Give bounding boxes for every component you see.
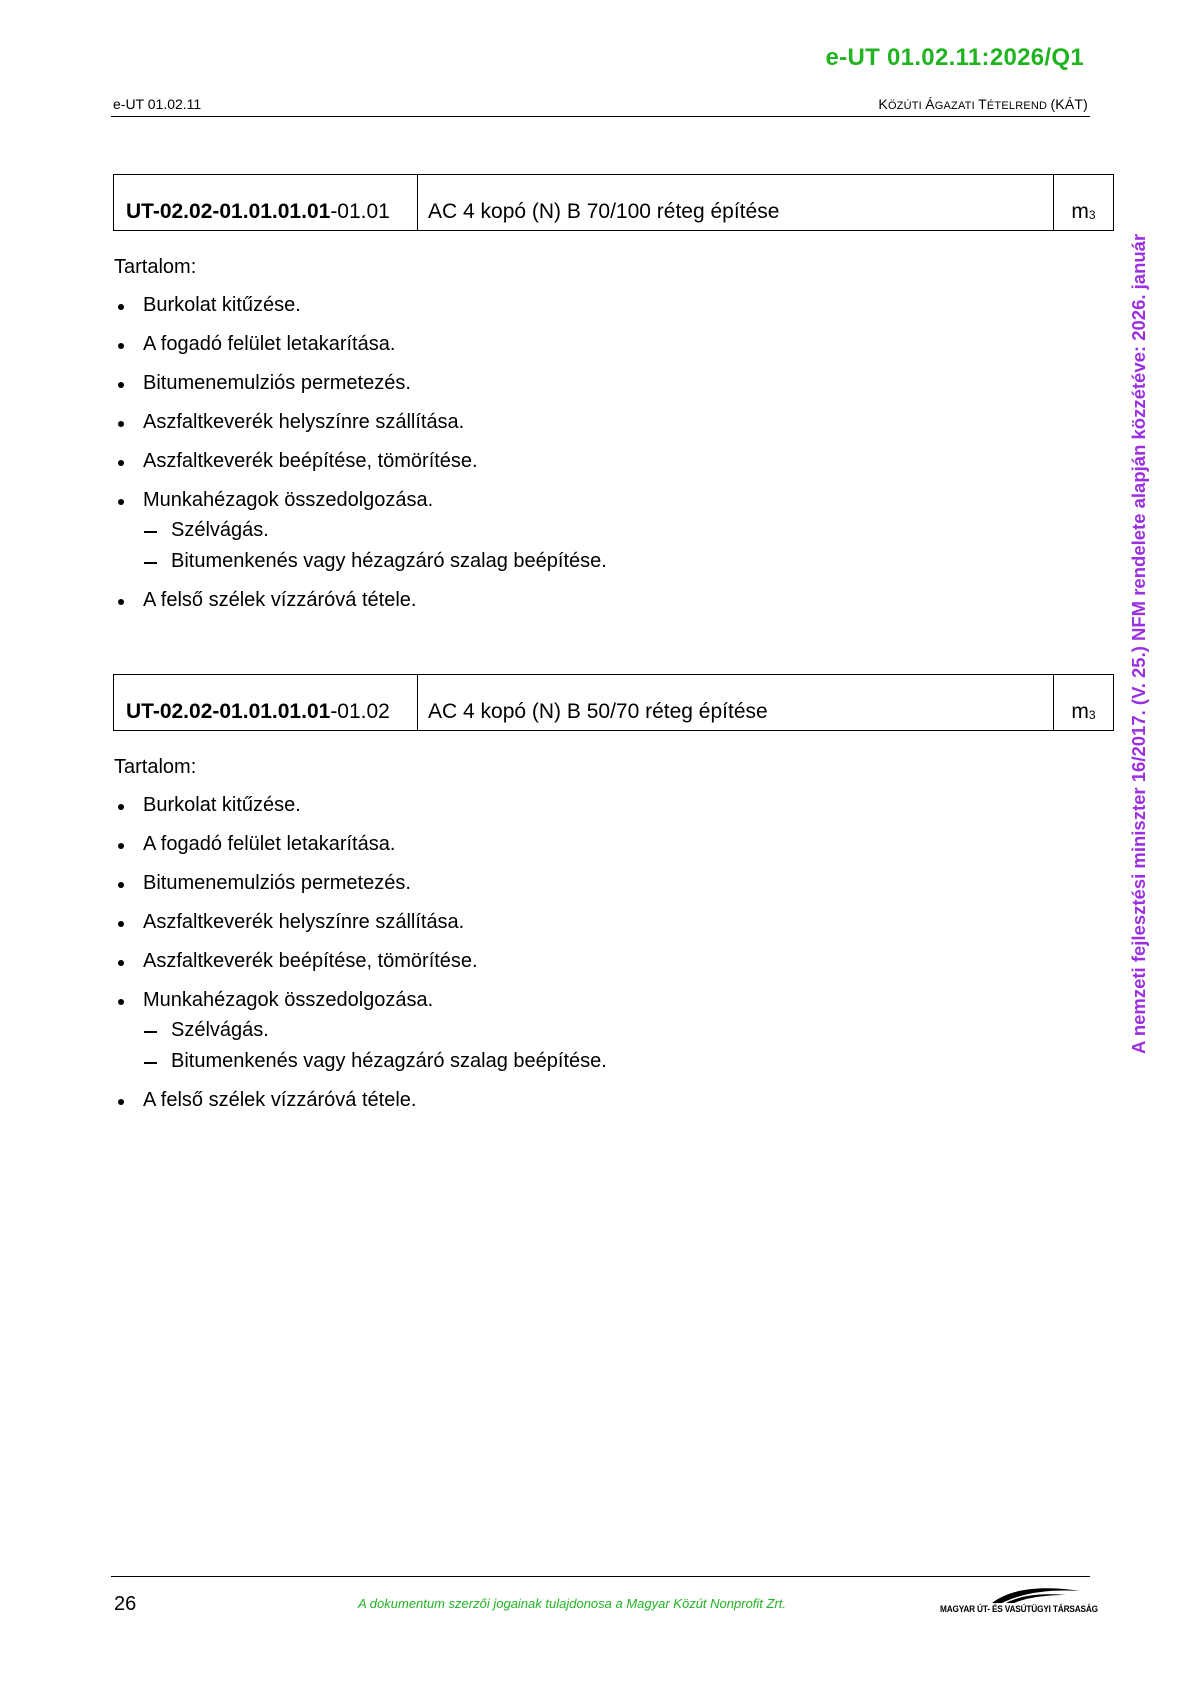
item-unit (1054, 175, 1113, 230)
list-item: A fogadó felület letakarítása. (114, 333, 1014, 356)
header-title-part: ÉTELREND (986, 100, 1051, 112)
publisher-logo (940, 1583, 1098, 1623)
item-code (114, 675, 418, 730)
contents-title: Tartalom: (114, 756, 197, 778)
list-item: A felső szélek vízzáróvá tétele. (114, 1089, 1014, 1112)
side-publication-note: A nemzeti fejlesztési miniszter 16/2017. (V. 25.) NFM rendelete alapján közzétéve: 2026. január (1128, 233, 1149, 1054)
list-item: Aszfaltkeverék helyszínre szállítása. (114, 911, 1014, 934)
item-code-suffix: -01.02 (330, 700, 390, 723)
running-header (111, 96, 1090, 117)
item-table (113, 674, 1114, 731)
list-item: Aszfaltkeverék beépítése, tömörítése. (114, 950, 1014, 973)
copyright-notice: A dokumentum szerzői jogainak tulajdonosa a Magyar Közút Nonprofit Zrt. (358, 1596, 787, 1611)
document-code: e-UT 01.02.11:2026/Q1 (825, 44, 1084, 71)
footer-divider (111, 1576, 1090, 1577)
header-title-part: ÖZÚTI (887, 100, 926, 112)
item-unit (1054, 675, 1113, 730)
sub-list-item: Bitumenkenés vagy hézagzáró szalag beépítése. (143, 550, 1014, 573)
list-item: A fogadó felület letakarítása. (114, 833, 1014, 856)
item-code (114, 175, 418, 230)
logo-swoosh-icon (940, 1583, 1090, 1605)
unit-exponent: 3 (1088, 208, 1096, 222)
header-title-part: T (978, 96, 987, 112)
item-contents (114, 756, 1014, 1128)
list-item-text: Munkahézagok összedolgozása. (143, 989, 434, 1011)
list-item (114, 989, 1014, 1073)
logo-text: MAGYAR ÚT- ÉS VASÚTÜGYI TÁRSASÁG (940, 1604, 1098, 1614)
unit-exponent: 3 (1088, 708, 1096, 722)
header-right-title (878, 96, 1088, 112)
item-code-main: UT-02.02-01.01.01.01 (126, 700, 331, 723)
sub-list (143, 1019, 1014, 1073)
list-item: Aszfaltkeverék beépítése, tömörítése. (114, 450, 1014, 473)
item-name: AC 4 kopó (N) B 50/70 réteg építése (418, 675, 1054, 730)
sub-list (143, 519, 1014, 573)
header-title-part: K (878, 96, 888, 112)
sub-list-item: Szélvágás. (143, 1019, 1014, 1042)
contents-title: Tartalom: (114, 256, 197, 278)
list-item: Burkolat kitűzése. (114, 294, 1014, 317)
header-title-part: (KÁT) (1050, 96, 1088, 112)
item-name: AC 4 kopó (N) B 70/100 réteg építése (418, 175, 1054, 230)
unit-label: m (1071, 700, 1089, 723)
page-number: 26 (114, 1593, 137, 1615)
item-contents (114, 256, 1014, 628)
header-left-code: e-UT 01.02.11 (113, 96, 202, 112)
sub-list-item: Bitumenkenés vagy hézagzáró szalag beépítése. (143, 1050, 1014, 1073)
unit-label: m (1071, 200, 1089, 223)
item-code-suffix: -01.01 (330, 200, 390, 223)
list-item: A felső szélek vízzáróvá tétele. (114, 589, 1014, 612)
list-item: Bitumenemulziós permetezés. (114, 372, 1014, 395)
header-title-part: GAZATI (934, 100, 979, 112)
sub-list-item: Szélvágás. (143, 519, 1014, 542)
contents-list (114, 294, 1014, 612)
list-item-text: Munkahézagok összedolgozása. (143, 489, 434, 511)
item-table (113, 174, 1114, 231)
list-item: Burkolat kitűzése. (114, 794, 1014, 817)
item-code-main: UT-02.02-01.01.01.01 (126, 200, 331, 223)
list-item (114, 489, 1014, 573)
list-item: Bitumenemulziós permetezés. (114, 872, 1014, 895)
header-title-part: Á (925, 96, 935, 112)
contents-list (114, 794, 1014, 1112)
list-item: Aszfaltkeverék helyszínre szállítása. (114, 411, 1014, 434)
